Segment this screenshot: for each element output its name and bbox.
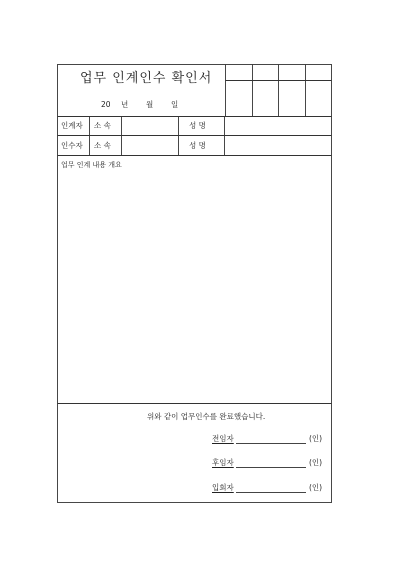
date-day-unit: 일: [171, 100, 179, 109]
signature-witness-seal: (인): [309, 483, 323, 492]
signature-successor-label: 후임자: [212, 458, 234, 467]
handover-giver-dept-label: 소 속: [94, 121, 111, 130]
signature-predecessor-line: [236, 443, 306, 444]
form-title: 업무 인계인수 확인서: [80, 71, 213, 86]
date-year-prefix: 20: [101, 100, 111, 109]
handover-receiver-name-label: 성 명: [189, 141, 206, 150]
handover-receiver-dept-label: 소 속: [94, 141, 111, 150]
content-summary-label: 업무 인계 내용 개요: [61, 161, 122, 169]
confirmation-statement: 위와 같이 업무인수를 완료했습니다.: [147, 412, 266, 421]
signature-witness-line: [236, 492, 306, 493]
signature-witness-label: 입회자: [212, 483, 234, 492]
signature-successor-seal: (인): [309, 458, 323, 467]
handover-giver-label: 인계자: [61, 121, 83, 130]
signature-predecessor: [212, 435, 234, 443]
signature-successor: [212, 459, 234, 467]
signature-predecessor-label: 전임자: [212, 434, 234, 443]
handover-giver-name-label: 성 명: [189, 121, 206, 130]
signature-witness: [212, 484, 234, 492]
date-year-unit: 년: [121, 100, 129, 109]
date-month-unit: 월: [146, 100, 154, 109]
signature-predecessor-seal: (인): [309, 434, 323, 443]
handover-receiver-label: 인수자: [61, 141, 83, 150]
signature-successor-line: [236, 467, 306, 468]
